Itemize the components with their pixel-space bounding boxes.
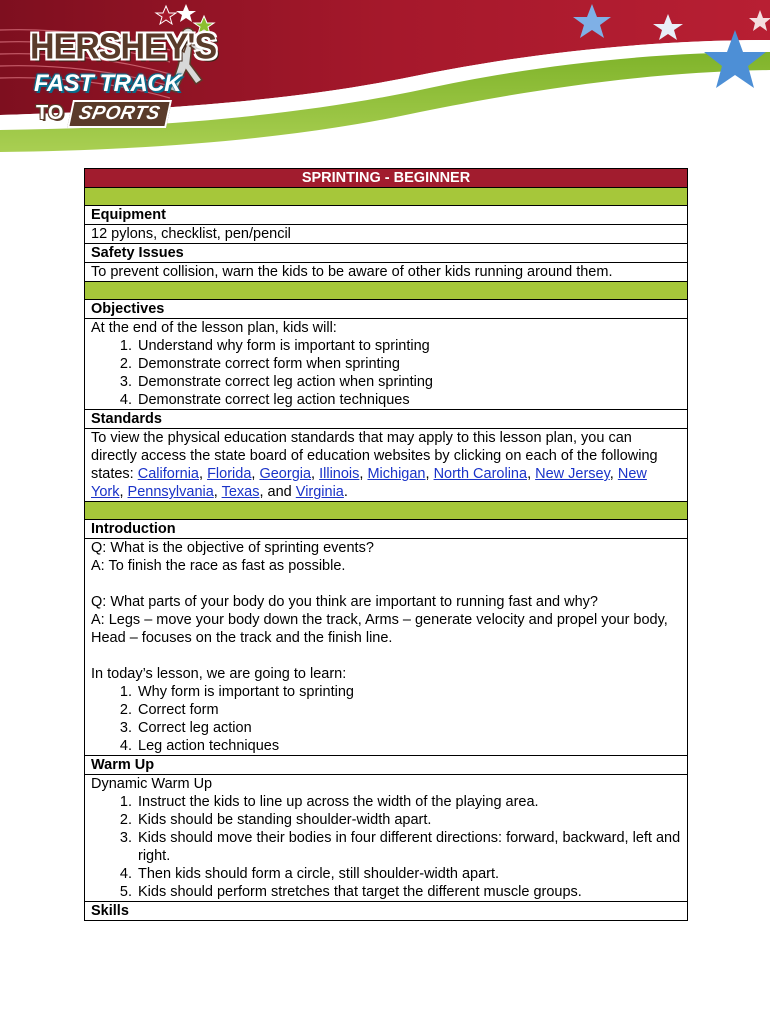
link-separator: ,	[359, 466, 368, 482]
warmup-heading: Warm Up	[85, 756, 687, 775]
state-link-texas[interactable]: Texas	[221, 484, 260, 500]
link-separator: ,	[425, 466, 434, 482]
equipment-text: 12 pylons, checklist, pen/pencil	[85, 225, 687, 244]
learn-list	[91, 683, 681, 755]
logo-brand: HERSHEY'S	[30, 27, 217, 67]
link-separator: ,	[199, 466, 208, 482]
logo-sports: SPORTS	[67, 100, 172, 128]
header-banner	[0, 0, 770, 160]
section-divider	[85, 188, 687, 206]
link-separator: ,	[527, 466, 536, 482]
intro-answer-1: A: To finish the race as fast as possible.	[91, 558, 346, 574]
list-item: 4. Leg action techniques	[136, 737, 681, 755]
list-item: 4. Then kids should form a circle, still shoulder-width apart.	[136, 865, 681, 883]
list-item: 5. Kids should perform stretches that target the different muscle groups.	[136, 883, 681, 901]
safety-heading: Safety Issues	[85, 244, 687, 263]
link-separator: ,	[609, 466, 618, 482]
objectives-intro: At the end of the lesson plan, kids will:	[91, 320, 337, 336]
safety-text: To prevent collision, warn the kids to be aware of other kids running around them.	[85, 263, 687, 282]
warmup-list	[91, 793, 681, 901]
logo-to: TO	[36, 102, 64, 124]
list-item: 2. Correct form	[136, 701, 681, 719]
introduction-heading: Introduction	[85, 520, 687, 539]
blank-line	[91, 575, 681, 593]
lesson-title: SPRINTING - BEGINNER	[85, 169, 687, 188]
list-item: 2. Kids should be standing shoulder-width apart.	[136, 811, 681, 829]
state-link-california[interactable]: California	[137, 466, 199, 482]
equipment-heading: Equipment	[85, 206, 687, 225]
blank-line	[91, 647, 681, 665]
standards-intro: To view the physical education standards that may apply to this lesson plan, you can directly access the state board of education websites by clicking on each of the following states:	[91, 430, 658, 482]
list-item: 4. Demonstrate correct leg action techniques	[136, 391, 681, 409]
hersheys-fast-track-logo	[22, 22, 232, 132]
list-item: 3. Correct leg action	[136, 719, 681, 737]
link-separator: ,	[251, 466, 260, 482]
intro-learn-text: In today’s lesson, we are going to learn:	[91, 666, 347, 682]
list-item: 3. Demonstrate correct leg action when sprinting	[136, 373, 681, 391]
state-link-florida[interactable]: Florida	[207, 466, 252, 482]
intro-question-2: Q: What parts of your body do you think are important to running fast and why?	[91, 594, 598, 610]
objectives-body	[85, 319, 687, 410]
list-item: 1. Why form is important to sprinting	[136, 683, 681, 701]
section-divider	[85, 502, 687, 520]
state-link-new-york[interactable]: New York	[91, 466, 647, 500]
lesson-plan-table	[84, 168, 688, 921]
standards-period: .	[343, 484, 348, 500]
intro-question-1: Q: What is the objective of sprinting events?	[91, 540, 374, 556]
link-conjunction: and	[267, 484, 296, 500]
introduction-body	[85, 539, 687, 756]
logo-fast-track: FAST TRACK	[34, 70, 181, 97]
objectives-list	[91, 337, 681, 409]
list-item: 2. Demonstrate correct form when sprinting	[136, 355, 681, 373]
list-item: 3. Kids should move their bodies in four different directions: forward, backward, left and right.	[136, 829, 681, 865]
link-separator: ,	[119, 484, 128, 500]
state-link-north-carolina[interactable]: North Carolina	[433, 466, 528, 482]
skills-heading: Skills	[85, 902, 687, 921]
intro-answer-2: A: Legs – move your body down the track, Arms – generate velocity and propel your body, Head – focuses on the track and the finish line.	[91, 612, 668, 646]
state-link-georgia[interactable]: Georgia	[259, 466, 312, 482]
state-link-pennsylvania[interactable]: Pennsylvania	[127, 484, 214, 500]
state-link-virginia[interactable]: Virginia	[295, 484, 344, 500]
section-divider	[85, 282, 687, 300]
state-link-illinois[interactable]: Illinois	[319, 466, 360, 482]
list-item: 1. Understand why form is important to sprinting	[136, 337, 681, 355]
link-separator: ,	[259, 484, 268, 500]
warmup-body	[85, 775, 687, 902]
warmup-intro: Dynamic Warm Up	[91, 776, 213, 792]
state-link-michigan[interactable]: Michigan	[367, 466, 426, 482]
state-link-new-jersey[interactable]: New Jersey	[535, 466, 610, 482]
standards-body	[85, 429, 687, 502]
list-item: 1. Instruct the kids to line up across the width of the playing area.	[136, 793, 681, 811]
link-separator: ,	[311, 466, 320, 482]
standards-heading: Standards	[85, 410, 687, 429]
link-separator: ,	[213, 484, 222, 500]
objectives-heading: Objectives	[85, 300, 687, 319]
standards-text	[91, 429, 681, 501]
